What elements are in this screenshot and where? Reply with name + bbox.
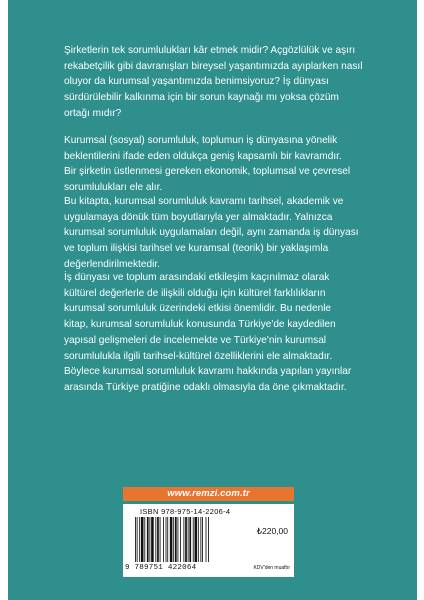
blurb-paragraph-1: Şirketlerin tek sorumlulukları kâr etmek midir? Açgözlülük ve aşırı rekabetçilik gibi davranışları bireysel yaşantımızda ayıplarken nasıl oluyor da kurumsal yaşantımızda benimsiyoruz? İş dünyası sürdürülebilir kalkınma için bir sorun kaynağı mı yoksa çözüm ortağı mıdır? [64, 45, 363, 119]
blurb-paragraph-3: Bu kitapta, kurumsal sorumluluk kavramı tarihsel, akademik ve uygulamaya dönük tüm boyutlarıyla yer almaktadır. Yalnızca kurumsal sorumluluk uygulamaları değil, aynı zamanda iş dünyası ve toplum ilişkisi tarihsel ve kuramsal (teorik) bir yaklaşımla değerlendirilmektedir. [64, 196, 359, 270]
blurb-paragraph-2: Kurumsal (sosyal) sorumluluk, toplumun iş dünyasına yönelik beklentilerini ifade eden oldukça geniş kapsamlı bir kavramdır. Bir şirketin üstlenmesi gereken ekonomik, toplumsal ve çevresel sorumlulukları ele alır. [64, 135, 351, 194]
blurb-paragraph-4: İş dünyası ve toplum arasındaki etkileşim kaçınılmaz olarak kültürel değerlerle de ilişkili olduğu için kültürel farklılıkların kurumsal sorumluluk üzerindeki etkisi önemlidir. Bu nedenle kitap, kurumsal sorumluluk konusunda Türkiye'de kaydedilen yapısal gelişmeleri de incelemekte ve Türkiye'nin kurumsal sorumlulukla ilgili tarihsel-kültürel özelliklerini ele almaktadır. Böylece kurumsal sorumluluk kavramı hakkında yapılan yayınlar arasında Türkiye pratiğine odaklı olmasıyla da öne çıkmaktadır. [64, 272, 352, 393]
barcode-digits: 9 789751 422064 [125, 564, 197, 572]
tax-exempt-note: KDV'den muaftır [253, 565, 290, 571]
publisher-website: www.remzi.com.tr [123, 487, 294, 501]
barcode-image [135, 517, 237, 562]
price-label: ₺220,00 [256, 526, 288, 536]
isbn-block [123, 504, 294, 577]
isbn-label: ISBN 978-975-14-2206-4 [140, 507, 231, 516]
